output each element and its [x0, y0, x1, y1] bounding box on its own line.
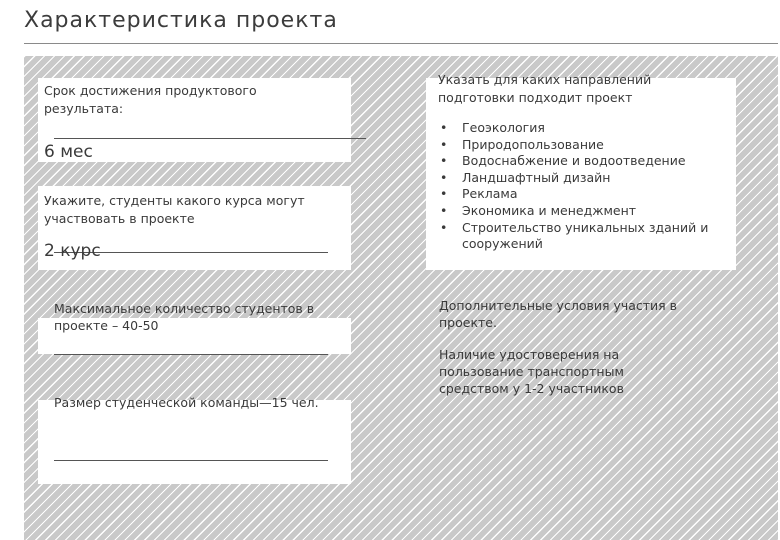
bullet-glyph: • — [440, 186, 448, 202]
bullet-glyph: • — [440, 120, 448, 135]
directions-list — [426, 120, 736, 253]
bullet-glyph: • — [440, 202, 448, 218]
team-size-label: Размер студенческой команды—15 чел. — [54, 395, 319, 410]
list-item — [438, 186, 736, 203]
list-item-label: Геоэкология — [462, 120, 545, 135]
list-item — [438, 170, 736, 187]
title-divider — [24, 43, 778, 44]
max-students-underline — [54, 354, 328, 355]
course-value: 2 курс — [44, 241, 101, 261]
team-size-underline — [54, 460, 328, 461]
bullet-glyph: • — [440, 136, 448, 152]
list-item-label: Водоснабжение и водоотведение — [462, 153, 686, 169]
directions-heading: Указать для каких направлений подготовки подходит проект — [438, 72, 652, 105]
term-underline — [54, 138, 366, 139]
card-term — [38, 78, 351, 162]
list-item-label: Реклама — [462, 186, 518, 202]
course-label: Укажите, студенты какого курса могут участвовать в проекте — [44, 193, 305, 226]
conditions-heading: Дополнительные условия участия в проекте. — [439, 298, 678, 330]
page-title: Характеристика проекта — [24, 8, 338, 33]
list-item — [438, 220, 736, 253]
bullet-glyph: • — [440, 219, 448, 235]
card-course — [38, 186, 351, 270]
list-item — [438, 137, 736, 154]
list-item — [438, 153, 736, 170]
card-team-size — [38, 395, 351, 484]
bullet-glyph: • — [440, 153, 448, 169]
list-item — [438, 203, 736, 220]
list-item-label: Природопользование — [462, 136, 604, 152]
max-students-label: Максимальное количество студентов в проекте – 40-50 — [54, 301, 315, 333]
list-item-label: Строительство уникальных зданий и сооружений — [462, 219, 709, 252]
term-label: Срок достижения продуктового результата: — [44, 83, 257, 116]
list-item — [438, 120, 736, 137]
conditions-text: Наличие удостоверения на пользование транспортным средством у 1-2 участников — [439, 347, 624, 396]
card-directions — [426, 72, 736, 270]
list-item-label: Ландшафтный дизайн — [462, 169, 611, 185]
list-item-label: Экономика и менеджмент — [462, 202, 637, 218]
bullet-glyph: • — [440, 169, 448, 185]
term-value: 6 мес — [44, 142, 93, 162]
